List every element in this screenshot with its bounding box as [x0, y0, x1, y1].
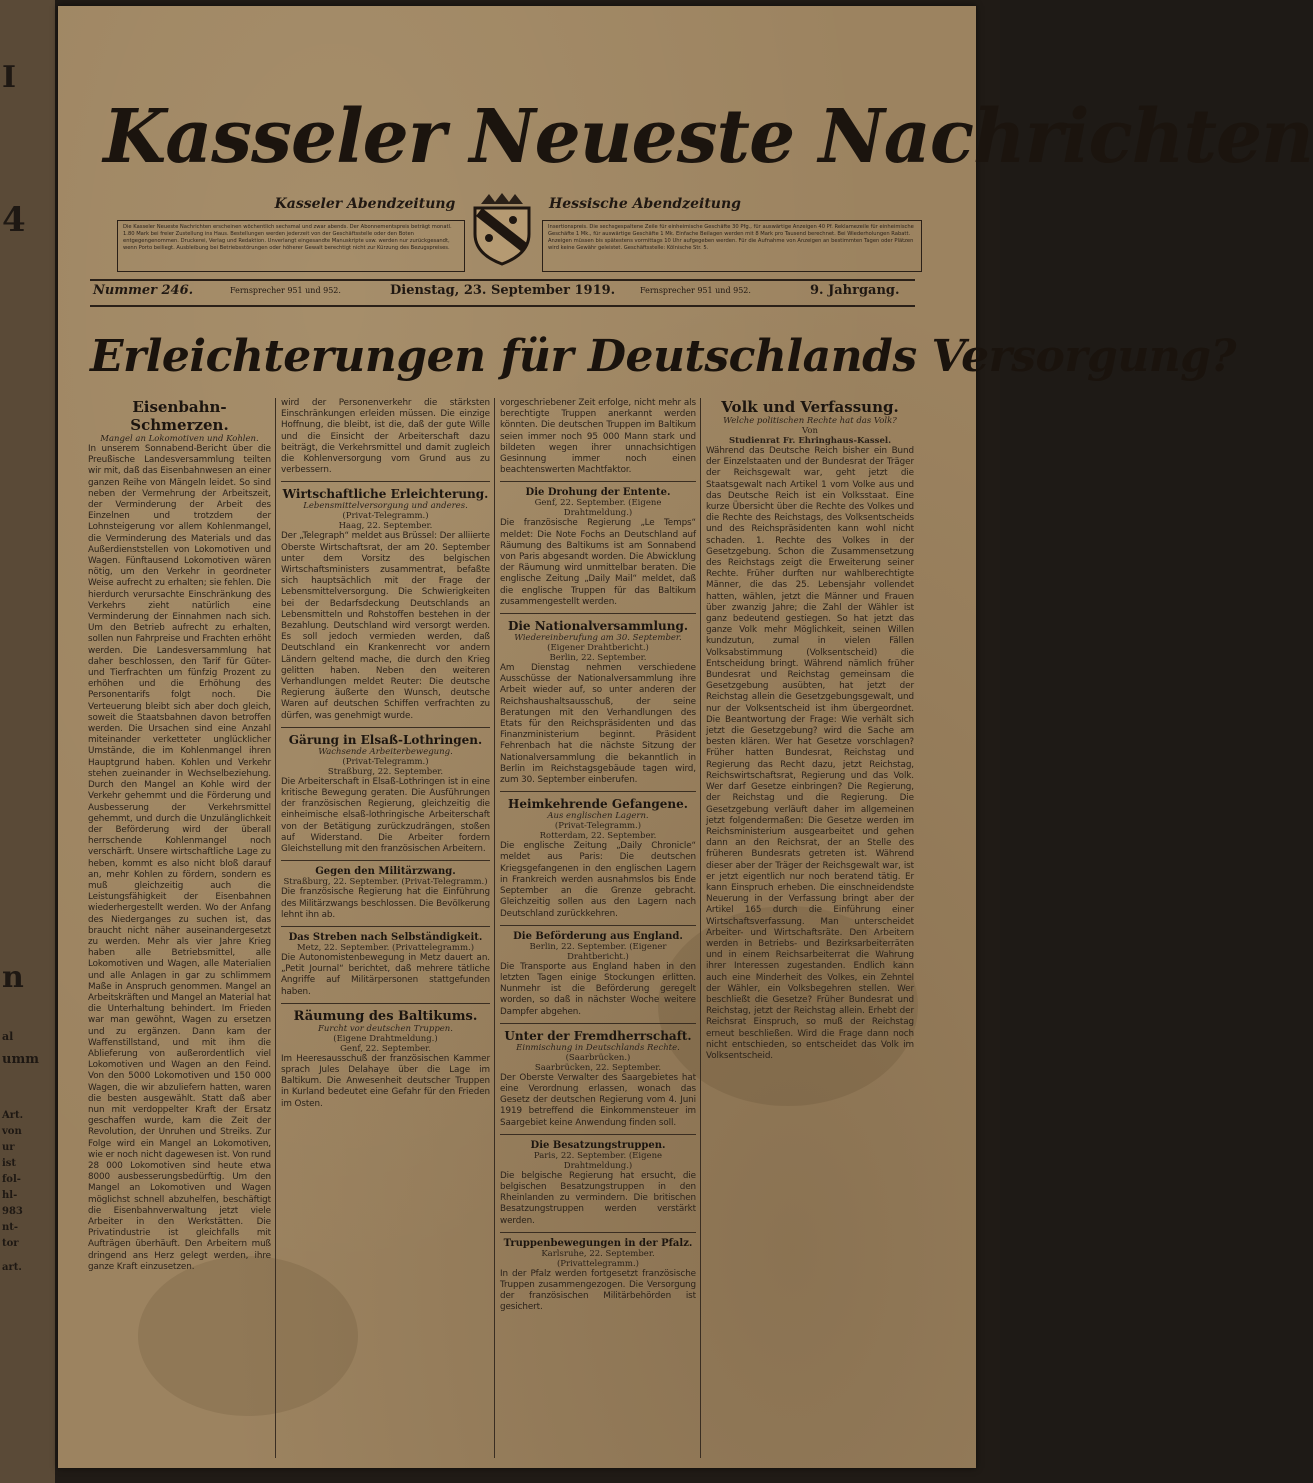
- divider: [281, 926, 490, 927]
- masthead-title: Kasseler Neueste Nachrichten: [103, 94, 1313, 180]
- article-dateline: Berlin, 22. September.: [549, 653, 647, 664]
- article-dateline: Genf, 22. September. (Eigene Drahtmeldung.): [534, 498, 662, 519]
- article-body: In der Pfalz werden fortgesetzt französische Truppen zusammengezogen. Die Versorgung der französischen Militärbehörden ist gesichert.: [500, 1268, 696, 1313]
- article-title: Gärung in Elsaß-Lothringen.: [288, 732, 483, 747]
- edge-fragment: Art.: [2, 1110, 24, 1121]
- subscription-info-box: Die Kasseler Neueste Nachrichten erscheinen wöchentlich sechsmal und zwar abends. Der Abonnementspreis beträgt monatl. 1.80 Mark bei freier Zustellung ins Haus. Bestellungen werden jederzeit von der Geschäftsstelle oder den Boten entgegengenommen. Druckerei, Verlag und Redaktion. Unverlangt eingesandte Manuskripte usw. werden nur zurückgesandt, wenn Porto beiliegt. Ausbleibung bei Betriebsstörungen oder höherer Gewalt berechtigt nicht zur Kürzung des Bezugspreises.: [117, 220, 465, 272]
- dateline: [90, 283, 910, 301]
- edge-fragment: al: [2, 1030, 14, 1043]
- article-body: Die Autonomistenbewegung in Metz dauert an. „Petit Journal“ berichtet, daß mehrere tätliche Angriffe auf Militärpersonen stattgefunden haben.: [281, 952, 490, 997]
- article-title: Unter der Fremdherrschaft.: [504, 1028, 692, 1043]
- edge-fragment: ist: [2, 1158, 17, 1169]
- edge-fragment: I: [2, 60, 17, 95]
- column-separator: [700, 398, 701, 1458]
- article-body: vorgeschriebener Zeit erfolge, nicht mehr als berechtigte Truppen anerkannt werden könnten. Die deutschen Truppen im Baltikum seien immer noch 95 000 Mann stark und bildeten wegen ihrer unnachsichtigen Gesinnung immer noch einen beachtenswerten Machtfaktor.: [500, 398, 696, 476]
- advertising-info-box: Insertionspreis. Die sechsgespaltene Zeile für einheimische Geschäfte 30 Pfg., für auswärtige Anzeigen 40 Pf. Reklamezeile für einheimische Geschäfte 1 Mk., für auswärtige Geschäfte 1 Mk. Einfache Beilagen werden mit 8 Mark pro Tausend berechnet. Bei Wiederholungen Rabatt. Anzeigen müssen bis spätestens vormittags 10 Uhr aufgegeben werden. Für die Aufnahme von Anzeigen an bestimmten Tagen oder Plätzen wird keine Gewähr geleistet. Geschäftsstelle: Kölnische Str. 5.: [542, 220, 922, 272]
- article-dateline: Straßburg, 22. September.: [327, 766, 444, 777]
- article-subtitle: Furcht vor deutschen Truppen.: [318, 1023, 453, 1034]
- article-subtitle: Wachsende Arbeiterbewegung.: [318, 746, 453, 757]
- edge-fragment: nt-: [2, 1222, 19, 1233]
- edge-fragment: tor: [2, 1238, 19, 1249]
- article-title: Gegen den Militärzwang.: [315, 866, 456, 878]
- article-title: Volk und Verfassung.: [721, 398, 899, 416]
- article-title: Heimkehrende Gefangene.: [508, 797, 688, 812]
- article-title: Räumung des Baltikums.: [293, 1008, 478, 1024]
- phone-right: Fernsprecher 951 und 952.: [640, 286, 751, 295]
- article-dateline: Straßburg, 22. September. (Privat-Telegramm.): [283, 877, 488, 888]
- adjacent-page-edge: [0, 0, 55, 1483]
- divider: [500, 791, 696, 792]
- article-subtitle: Wiedereinberufung am 30. September.: [514, 633, 682, 644]
- article-dateline: Berlin, 22. September. (Eigener Drahtbericht.): [529, 941, 667, 962]
- divider: [500, 1232, 696, 1233]
- article-title: Truppenbewegungen in der Pfalz.: [503, 1237, 693, 1249]
- rule-bottom: [90, 305, 915, 307]
- edge-fragment: art.: [2, 1262, 22, 1273]
- edge-fragment: hl-: [2, 1190, 18, 1201]
- divider: [281, 727, 490, 728]
- main-headline: Erleichterungen für Deutschlands Versorgung?: [90, 331, 1236, 382]
- divider: [281, 860, 490, 861]
- article-title: Eisenbahn-Schmerzen.: [130, 398, 229, 434]
- masthead-subtitle-right: Hessische Abendzeitung: [549, 196, 741, 212]
- article-source: (Privat-Telegramm.): [554, 821, 642, 832]
- column-separator: [494, 398, 495, 1458]
- article-body: Der Oberste Verwalter des Saargebietes hat eine Verordnung erlassen, wonach das Gesetz der deutschen Regierung vom 4. Juni 1919 betreffend die Einkommensteuer im Saargebiet keine Anwendung finden soll.: [500, 1072, 696, 1128]
- masthead-subtitle-left: Kasseler Abendzeitung: [274, 196, 456, 212]
- article-body: Die Transporte aus England haben in den letzten Tagen einige Stockungen erlitten. Nunmehr ist die Beförderung geregelt worden, so daß in nächster Woche weitere Dampfer abgehen.: [500, 961, 696, 1017]
- column-1: [88, 398, 271, 1463]
- article-source: (Saarbrücken.): [565, 1052, 631, 1063]
- article-subtitle: Aus englischen Lagern.: [547, 811, 649, 822]
- edge-fragment: ur: [2, 1142, 15, 1153]
- article-subtitle: Welche politischen Rechte hat das Volk?: [723, 416, 897, 426]
- column-3: [500, 398, 696, 1463]
- divider: [500, 1134, 696, 1135]
- article-dateline: Saarbrücken, 22. September.: [534, 1062, 662, 1073]
- article-body: Am Dienstag nehmen verschiedene Ausschüsse der Nationalversammlung ihre Arbeit wieder auf, so unter anderen der Reichshaushaltsausschuß, der seine Beratungen mit den Verhandlungen des Etats für den Reichspräsidenten und das Finanzministerium beginnt. Präsident Fehrenbach hat die nächste Sitzung der Nationalversammlung die bekanntlich in Berlin im Reichstagsgebäude tagen wird, zum 30. September einberufen.: [500, 663, 696, 786]
- article-author: Studienrat Fr. Ehringhaus-Kassel.: [728, 436, 892, 446]
- edge-fragment: fol-: [2, 1174, 21, 1185]
- article-title: Wirtschaftliche Erleichterung.: [282, 487, 489, 502]
- article-body: wird der Personenverkehr die stärksten Einschränkungen erleiden müssen. Die einzige Hoffnung, die bleibt, ist die, daß der gute Wille und die Einsicht der Arbeiterschaft dazu beiträgt, die Verkehrsmittel und damit zugleich die Kohlenversorgung vom Grund aus zu verbessern.: [281, 398, 490, 476]
- article-title: Die Nationalversammlung.: [507, 619, 689, 634]
- article-subtitle: Einmischung in Deutschlands Rechte.: [516, 1042, 680, 1053]
- edge-fragment: n: [2, 960, 24, 995]
- divider: [500, 1023, 696, 1024]
- article-body: Während das Deutsche Reich bisher ein Bund der Einzelstaaten und der Bundesrat der Träger der Reichsgewalt war, geht jetzt die Staatsgewalt nach Artikel 1 vom Volke aus und das Deutsche Reich ist ein Volksstaat. Eine kurze Übersicht über die Rechte des Volkes und die Rechte des Reichstags, des Volksentscheids und des Reichspräsidenten kann wohl nicht schaden. 1. Rechte des Volkes in der Gesetzgebung. Schon die Zusammensetzung des Reichstags zeigt die Erweiterung seiner Rechte. Früher durften nur wahlberechtigte Männer, die das 25. Lebensjahr vollendet hatten, wählen, jetzt die Männer und Frauen über zwanzig Jahre; die Zahl der Wähler ist ganz bedeutend gestiegen. So hat jetzt das ganze Volk mehr Möglichkeit, seinen Willen kundzutun, zumal in vielen Fällen Volksabstimmung (Volksentscheid) die Entscheidung bringt. Während nämlich früher Bundesrat und Reichstag gemeinsam die Gesetzgebung ausübten, hat jetzt der Reichstag allein die Gesetzgebungsgewalt, und nur der Volksentscheid ist ihm übergeordnet. Die Beantwortung der Frage: Wie verhält sich jetzt die Gesetzgebung? wird die Sache am besten klären. Wer hat Gesetze vorschlagen? Früher hatten Bundesrat, Reichstag und Regierung das Recht dazu, jetzt Reichstag, Reichswirtschaftsrat, Regierung und das Volk. Wer darf Gesetze einbringen? Die Regierung, der Reichstag und die Regierung. Die Gesetzgebung verläuft daher im allgemeinen jetzt folgendermaßen: Die Gesetze werden im Reichsministerium ausgearbeitet und gehen dann an den Reichsrat, der an Stelle des früheren Bundesrats getreten ist. Während dieser aber der Träger der Reichsgewalt war, ist er jetzt eigentlich nur noch beratend tätig. Er kann Einspruch erheben. Die einschneidendste Neuerung in der Verfassung bringt aber der Artikel 165 durch die Einführung einer Wirtschaftsverfassung. Man unterscheidet Arbeiter- und Wirtschaftsräte. Den Arbeitern werden in Betriebs- und Bezirksarbeiterräten und in einem Reichsarbeiterrat die Wahrung ihrer Interessen zugestanden. Endlich kann auch eine Minderheit des Volkes, ein Zehntel der Wähler, ein Volksbegehren stellen. Wer beschließt die Gesetze? Früher Bundesrat und Reichstag, jetzt der Reichstag allein. Erhebt der Reichsrat Einspruch, so muß der Reichstag erneut beschließen. Wird die Frage dann noch nicht entschieden, so entscheidet das Volk im Volksentscheid.: [706, 446, 914, 1061]
- divider: [500, 925, 696, 926]
- divider: [500, 481, 696, 482]
- divider: [500, 613, 696, 614]
- article-dateline: Genf, 22. September.: [340, 1043, 431, 1054]
- article-source: (Privat-Telegramm.): [342, 511, 429, 522]
- article-title: Das Streben nach Selbständigkeit.: [288, 931, 483, 943]
- article-dateline: Metz, 22. September. (Privattelegramm.): [296, 942, 475, 953]
- divider: [281, 481, 490, 482]
- edge-fragment: umm: [2, 1052, 39, 1067]
- article-dateline: Paris, 22. September. (Eigene Drahtmeldung.): [533, 1150, 663, 1171]
- article-source: (Eigener Drahtbericht.): [547, 643, 649, 654]
- article-body: Im Heeresausschuß der französischen Kammer sprach Jules Delahaye über die Lage im Baltikum. Die Anwesenheit deutscher Truppen in Kurland bedeutet eine Gefahr für den Frieden im Osten.: [281, 1053, 490, 1109]
- article-dateline: Karlsruhe, 22. September. (Privattelegramm.): [541, 1248, 655, 1269]
- article-dateline: Rotterdam, 22. September.: [539, 831, 657, 842]
- author-prefix: Von: [802, 426, 818, 436]
- edge-fragment: 983: [2, 1206, 23, 1217]
- article-source: (Eigene Drahtmeldung.): [333, 1033, 438, 1044]
- article-title: Die Besatzungstruppen.: [530, 1139, 666, 1151]
- article-subtitle: Mangel an Lokomotiven und Kohlen.: [100, 434, 259, 444]
- divider: [281, 1003, 490, 1004]
- article-body: Die englische Zeitung „Daily Chronicle“ meldet aus Paris: Die deutschen Kriegsgefangenen in den englischen Lagern in Frankreich werden ausnahmslos bis Ende September an die Grenze gebracht. Gleichzeitig sollen aus den Lagern nach Deutschland zurückkehren.: [500, 841, 696, 919]
- volume: 9. Jahrgang.: [810, 283, 900, 298]
- column-2: [281, 398, 490, 1463]
- article-source: (Privat-Telegramm.): [342, 756, 429, 767]
- issue-date: Dienstag, 23. September 1919.: [390, 283, 616, 298]
- article-title: Die Drohung der Entente.: [525, 487, 671, 499]
- issue-number: Nummer 246.: [93, 283, 194, 298]
- edge-fragment: von: [2, 1126, 22, 1137]
- edge-fragment: 4: [2, 200, 26, 240]
- column-separator: [275, 398, 276, 1458]
- article-title: Die Beförderung aus England.: [513, 930, 683, 942]
- article-body: Die Arbeiterschaft in Elsaß-Lothringen ist in eine kritische Bewegung geraten. Die Ausführungen der französischen Regierung, gleichzeitig die einheimische elsaß-lothringische Arbeiterschaft von der Betätigung zurückzudrängen, stoßen auf Widerstand. Die Arbeiter fordern Gleichstellung mit den französischen Arbeitern.: [281, 776, 490, 855]
- article-dateline: Haag, 22. September.: [338, 521, 433, 532]
- coat-of-arms-icon: [467, 190, 537, 266]
- column-4: [706, 398, 914, 1463]
- article-body: In unserem Sonnabend-Bericht über die Preußische Landesversammlung teilten wir mit, daß das Eisenbahnwesen an einer ganzen Reihe von Mängeln leidet. So sind neben der Vermehrung der Arbeitszeit, der Verminderung der Arbeit des Einzelnen und trotzdem der Lohnsteigerung vor allem Kohlenmangel, die Verminderung des Materials und das Außerdienststellen von Lokomotiven und Wagen. Fünftausend Lokomotiven wären nötig, um den Verkehr in geordneter Weise aufrecht zu erhalten; sie fehlen. Die hierdurch verursachte Einschränkung des Verkehrs zieht natürlich eine Verminderung der Einnahmen nach sich. Um den Betrieb aufrecht zu erhalten, sollen nun Fahrpreise und Frachten erhöht werden. Die Landesversammlung hat daher beschlossen, den Tarif für Güter- und Tierfrachten um fünfzig Prozent zu erhöhen und die Erhöhung des Personentarifs folgt noch. Die Verteuerung bleibt sich aber doch gleich, soweit die Staatsbahnen davon betroffen werden. Die Ursachen sind eine Anzahl miteinander verketteter unglücklicher Umstände, die im Kohlenmangel ihren Hauptgrund haben. Kohlen und Verkehr stehen zueinander in Wechselbeziehung. Durch den Mangel an Kohle wird der Verkehr gehemmt und die Förderung und Ausbesserung der Verkehrsmittel gehemmt, und durch die Unzulänglichkeit der Beförderung wird der überall herrschende Kohlenmangel noch verschärft. Unsere wirtschaftliche Lage zu heben, kommt es also nicht bloß darauf an, mehr Kohlen zu fördern, sondern es muß gleichzeitig auch die Leistungsfähigkeit der Eisenbahnen wiederhergestellt werden. Wo der Anfang des Niederganges zu suchen ist, das braucht nicht näher auseinandergesetzt zu werden. Mehr als vier Jahre Krieg haben alle Betriebsmittel, alle Lokomotiven und Wagen, alle Materialien und alle Anlagen in gar zu schlimmem Maße in Anspruch genommen. Mangel an Arbeitskräften und Mangel an Material hat die Unterhaltung behindert. Im Frieden war man gewöhnt, Wagen zu ersetzen und zu ergänzen. Dann kam der Waffenstillstand, und mit ihm die Ablieferung von außerordentlich viel Lokomotiven und Wagen an den Feind. Von den 5000 Lokomotiven und 150 000 Wagen, die wir abzuliefern hatten, waren die besten ausgewählt. Statt daß aber nun mit verdoppelter Kraft der Ersatz geschaffen wurde, kam die Zeit der Revolution, der Unruhen und Streiks. Zur Folge wird ein Mangel an Lokomotiven, wie er noch nicht dagewesen ist. Von rund 28 000 Lokomotiven sind heute etwa 8000 ausbesserungsbedürftig. Um den Mangel an Lokomotiven und Wagen möglichst schnell abzuhelfen, beschäftigt die Eisenbahnverwaltung jetzt viele Arbeiter in den Werkstätten. Die Privatindustrie ist gleichfalls mit Aufträgen überhäuft. Den Arbeitern muß dringend ans Herz gelegt werden, ihre ganze Kraft einzusetzen.: [88, 444, 271, 1272]
- article-body: Die französische Regierung „Le Temps“ meldet: Die Note Fochs an Deutschland auf Räumung des Baltikums ist am Sonnabend von Paris abgesandt worden. Die Abwicklung der Räumung wird unmittelbar beraten. Die englische Zeitung „Daily Mail“ meldet, daß die englische Truppen für das Baltikum zusammengestellt werden.: [500, 518, 696, 607]
- article-body: Die französische Regierung hat die Einführung des Militärzwangs beschlossen. Die Bevölkerung lehnt ihn ab.: [281, 887, 490, 920]
- phone-left: Fernsprecher 951 und 952.: [230, 286, 341, 295]
- article-body: Die belgische Regierung hat ersucht, die belgischen Besatzungstruppen in den Rheinlanden zu vermindern. Die britischen Besatzungstruppen werden verstärkt werden.: [500, 1170, 696, 1226]
- rule-top: [90, 279, 915, 281]
- article-subtitle: Lebensmittelversorgung und anderes.: [303, 501, 468, 512]
- article-body: Der „Telegraph“ meldet aus Brüssel: Der alliierte Oberste Wirtschaftsrat, der am 20. September unter dem Vorsitz des belgischen Wirtschaftsministers zusammentrat, befaßte sich hauptsächlich mit der Frage der Lebensmittelversorgung. Die Schwierigkeiten bei der Bedarfsdeckung Deutschlands an Lebensmitteln und Rohstoffen bestehen in der Bezahlung. Deutschland wird versorgt werden. Es soll jedoch vermieden werden, daß Deutschland ein Krankenrecht vor andern Ländern geltend mache, die durch den Krieg gelitten haben. Neben den weiteren Verhandlungen meldet Reuter: Die deutsche Regierung äußerte den Wunsch, deutsche Waren auf deutschen Schiffen verfrachten zu dürfen, was genehmigt wurde.: [281, 531, 490, 721]
